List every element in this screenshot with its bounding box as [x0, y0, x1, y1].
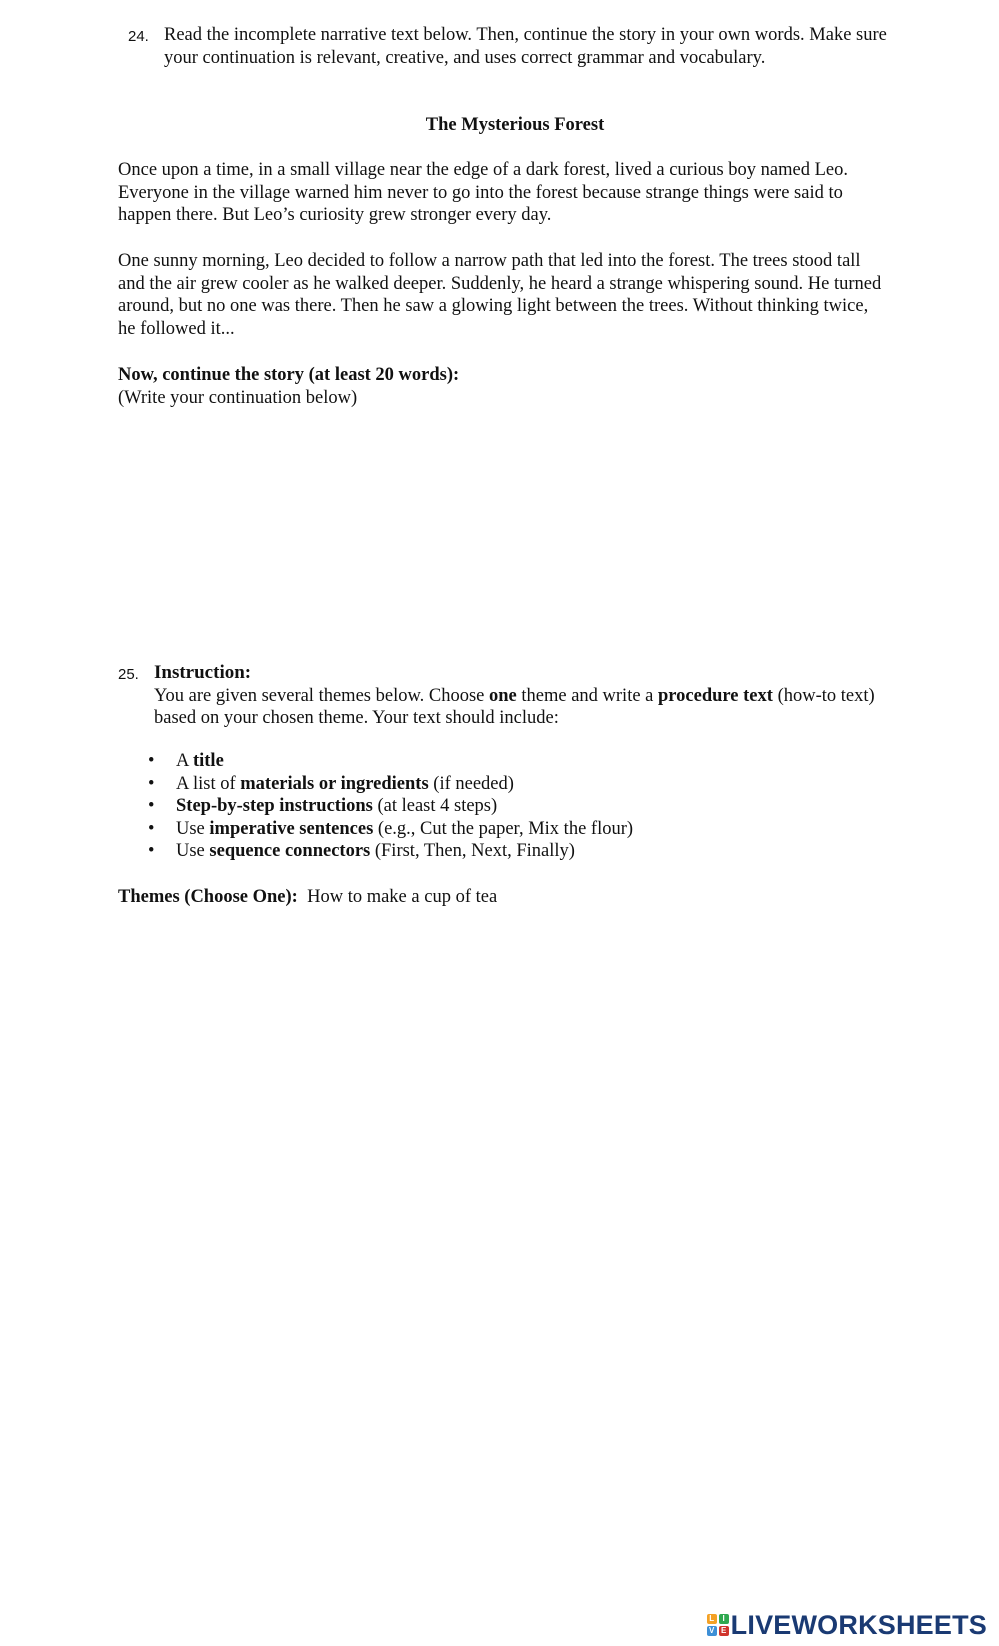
instruction-text: You are given several themes below. Choose one theme and write a procedure text (how-to text) based on your chosen theme. Your text should include: — [154, 685, 875, 729]
list-item: • Step-by-step instructions (at least 4 steps) — [148, 795, 848, 818]
question-instruction: Read the incomplete narrative text below. Then, continue the story in your own words. Make sure your continuation is relevant, creative, and uses correct grammar and vocabulary. — [164, 25, 887, 68]
question-24 — [128, 24, 888, 69]
list-item: • Use sequence connectors (First, Then, Next, Finally) — [148, 840, 848, 863]
continue-section — [118, 364, 888, 409]
logo-text: LIVEWORKSHEETS — [730, 1610, 987, 1640]
list-item: • A list of materials or ingredients (if needed) — [148, 773, 848, 796]
list-item: • A title — [148, 750, 848, 773]
question-number: 24. — [128, 28, 149, 45]
instruction-heading: Instruction: — [154, 662, 252, 683]
logo-mark-icon: L I V E — [707, 1614, 729, 1636]
question-number: 25. — [118, 666, 139, 683]
liveworksheets-logo[interactable] — [707, 1610, 987, 1640]
theme-value: How to make a cup of tea — [307, 887, 498, 907]
continue-prompt: Now, continue the story (at least 20 words): — [118, 365, 460, 385]
themes-label: Themes (Choose One): — [118, 887, 298, 907]
story-title: The Mysterious Forest — [425, 115, 605, 135]
story-paragraph-2: One sunny morning, Leo decided to follow a narrow path that led into the forest. The trees stood tall and the air grew cooler as he walked deeper. Suddenly, he heard a strange whispering sound. He turned around, but no one was there. Then he saw a glowing light between the trees. Without thinking twice, he followed it... — [118, 251, 882, 339]
requirements-list — [148, 750, 848, 863]
continue-hint: (Write your continuation below) — [118, 387, 358, 408]
story-paragraph-1: Once upon a time, in a small village near the edge of a dark forest, lived a curious boy named Leo. Everyone in the village warned him never to go into the forest because strange things were said to happen there. But Leo’s curiosity grew stronger every day. — [118, 160, 848, 226]
themes-line — [118, 886, 497, 909]
question-25 — [118, 662, 898, 730]
list-item: • Use imperative sentences (e.g., Cut the paper, Mix the flour) — [148, 818, 848, 841]
